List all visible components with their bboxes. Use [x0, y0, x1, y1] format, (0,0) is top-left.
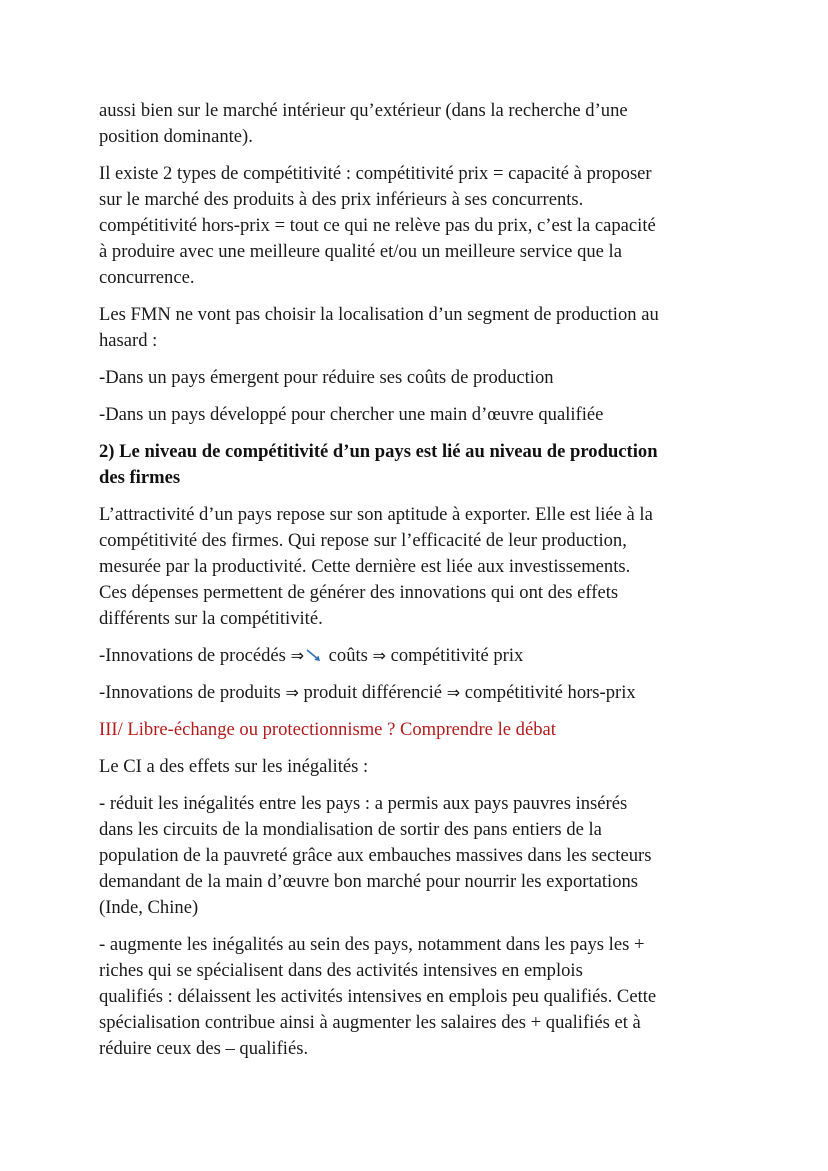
- text-line: Il existe 2 types de compétitivité : compétitivité prix = capacité à proposer: [99, 163, 652, 184]
- list-item-emerging-country: [99, 365, 739, 391]
- implies-arrow-icon: ⇒: [372, 646, 386, 665]
- text-line: Les FMN ne vont pas choisir la localisation d’un segment de production au: [99, 304, 659, 325]
- text-line: [99, 643, 739, 669]
- text-line: [99, 680, 739, 706]
- differentiated-product-label: produit différencié: [303, 682, 443, 703]
- text-line: réduire ceux des – qualifiés.: [99, 1038, 309, 1059]
- document-content: [99, 98, 739, 1073]
- down-right-arrow-icon: [304, 648, 324, 662]
- paragraph-inequalities-intro: [99, 754, 739, 780]
- text-line: -Dans un pays émergent pour réduire ses coûts de production: [99, 367, 554, 388]
- non-price-competitiveness-label: compétitivité hors-prix: [464, 682, 636, 703]
- text-line: dans les circuits de la mondialisation de sortir des pans entiers de la: [99, 819, 602, 840]
- paragraph-competitiveness-types: [99, 161, 739, 291]
- text-line: compétitivité hors-prix = tout ce qui ne relève pas du prix, c’est la capacité: [99, 215, 656, 236]
- text-line: concurrence.: [99, 267, 195, 288]
- text-line: Ces dépenses permettent de générer des innovations qui ont des effets: [99, 582, 619, 603]
- text-line: hasard :: [99, 330, 158, 351]
- implies-arrow-icon: ⇒: [446, 683, 461, 702]
- process-innovation-label: -Innovations de procédés: [99, 645, 286, 666]
- text-line: qualifiés : délaissent les activités intensives en emplois peu qualifiés. Cette: [99, 986, 657, 1007]
- text-line: compétitivité des firmes. Qui repose sur l’efficacité de leur production,: [99, 530, 627, 551]
- product-innovation-label: -Innovations de produits: [99, 682, 281, 703]
- text-line: riches qui se spécialisent dans des activités intensives en emplois: [99, 960, 583, 981]
- section-heading-2: [99, 439, 739, 491]
- implies-arrow-icon: ⇒: [290, 646, 304, 665]
- text-line: sur le marché des produits à des prix inférieurs à ses concurrents.: [99, 189, 584, 210]
- text-line: (Inde, Chine): [99, 897, 199, 918]
- heading-line: des firmes: [99, 467, 181, 488]
- section-title-3: [99, 717, 739, 743]
- text-line: L’attractivité d’un pays repose sur son aptitude à exporter. Elle est liée à la: [99, 504, 653, 525]
- text-line: spécialisation contribue ainsi à augmenter les salaires des + qualifiés et à: [99, 1012, 641, 1033]
- list-item-process-innovation: [99, 643, 739, 669]
- text-line: position dominante).: [99, 126, 253, 147]
- text-line: population de la pauvreté grâce aux embauches massives dans les secteurs: [99, 845, 652, 866]
- heading-line: 2) Le niveau de compétitivité d’un pays est lié au niveau de production: [99, 441, 658, 462]
- paragraph-increases-inequalities: [99, 932, 739, 1062]
- list-item-product-innovation: [99, 680, 739, 706]
- section-title-text: III/ Libre-échange ou protectionnisme ? Comprendre le débat: [99, 719, 556, 740]
- text-line: - augmente les inégalités au sein des pays, notamment dans les pays les +: [99, 934, 645, 955]
- text-line: -Dans un pays développé pour chercher une main d’œuvre qualifiée: [99, 404, 604, 425]
- price-competitiveness-label: compétitivité prix: [390, 645, 524, 666]
- text-line: Le CI a des effets sur les inégalités :: [99, 756, 369, 777]
- paragraph-reduces-inequalities: [99, 791, 739, 921]
- paragraph-fmn-localisation: [99, 302, 739, 354]
- text-line: mesurée par la productivité. Cette dernière est liée aux investissements.: [99, 556, 631, 577]
- text-line: différents sur la compétitivité.: [99, 608, 323, 629]
- paragraph-attractiveness: [99, 502, 739, 632]
- implies-arrow-icon: ⇒: [285, 683, 299, 702]
- text-line: - réduit les inégalités entre les pays : a permis aux pays pauvres insérés: [99, 793, 628, 814]
- paragraph-market-position: [99, 98, 739, 150]
- text-line: aussi bien sur le marché intérieur qu’extérieur (dans la recherche d’une: [99, 100, 628, 121]
- text-line: à produire avec une meilleure qualité et/ou un meilleure service que la: [99, 241, 622, 262]
- costs-label: coûts: [328, 645, 368, 666]
- text-line: demandant de la main d’œuvre bon marché pour nourrir les exportations: [99, 871, 639, 892]
- list-item-developed-country: [99, 402, 739, 428]
